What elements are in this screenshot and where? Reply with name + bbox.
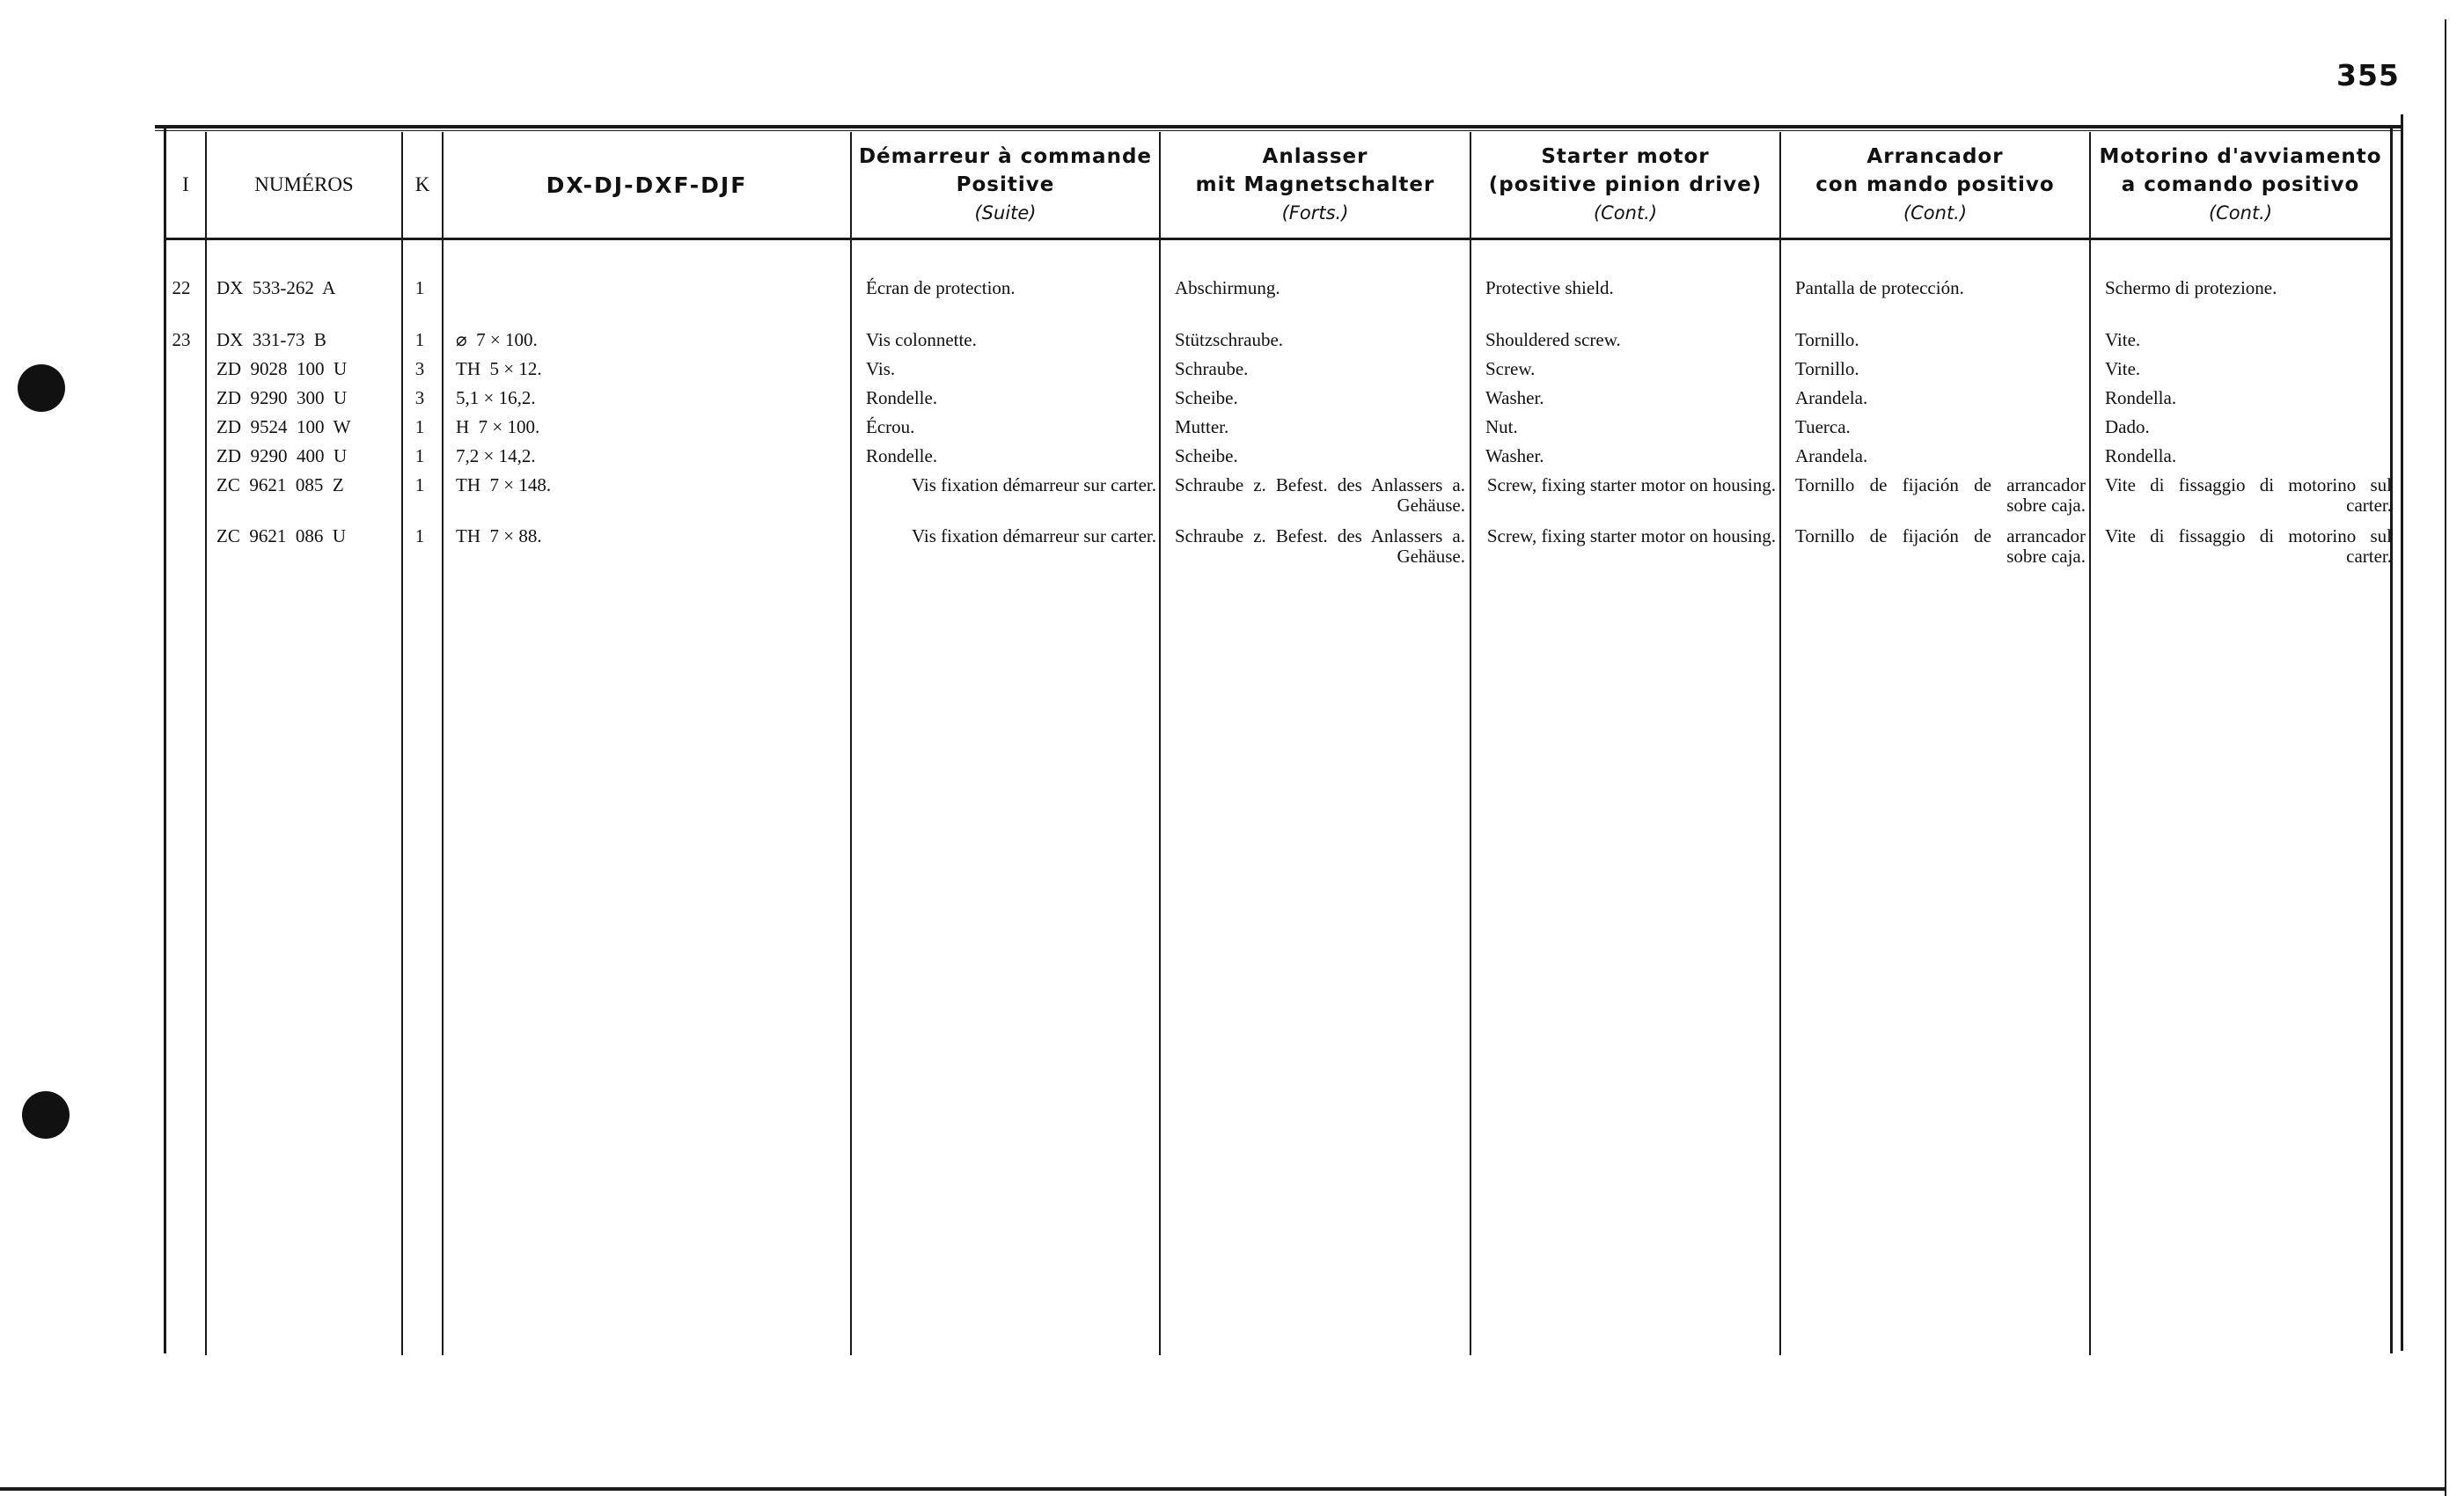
- description-french: Vis fixation démarreur sur carter.: [911, 525, 1156, 546]
- header-italian: [2091, 137, 2390, 232]
- description-english: Protective shield.: [1485, 277, 1614, 298]
- part-quantity: 1: [414, 416, 425, 437]
- description-french: Rondelle.: [866, 445, 938, 466]
- header-italian-note: (Cont.): [2208, 202, 2273, 224]
- description-spanish: Arandela.: [1795, 445, 1868, 466]
- description-french: Écrou.: [866, 416, 915, 437]
- header-english-line1: Starter motor: [1541, 145, 1710, 168]
- part-number: DX 331-73 B: [216, 329, 326, 350]
- binder-hole-bottom: [22, 1091, 70, 1139]
- header-model: DX-DJ-DXF-DJF: [546, 172, 748, 198]
- page-bottom-rule: [0, 1487, 2446, 1491]
- description-german: Stützschraube.: [1175, 329, 1284, 350]
- description-french: Vis colonnette.: [866, 329, 977, 350]
- part-quantity: 1: [414, 474, 425, 495]
- description-english: Shouldered screw.: [1485, 329, 1621, 350]
- column-divider: [1779, 132, 1781, 1355]
- part-quantity: 1: [414, 445, 425, 466]
- column-divider: [2390, 125, 2393, 1353]
- header-german: [1161, 137, 1470, 232]
- description-english: Screw.: [1485, 358, 1536, 379]
- header-spanish-line2: con mando positivo: [1815, 173, 2055, 196]
- description-english: Washer.: [1485, 445, 1544, 466]
- table-top-rule: [155, 125, 2402, 128]
- header-french-line2: Positive: [956, 173, 1055, 196]
- part-quantity: 1: [414, 329, 425, 350]
- description-italian: Dado.: [2105, 416, 2150, 437]
- column-divider: [164, 125, 166, 1353]
- header-italian-line1: Motorino d'avviamento: [2099, 145, 2382, 168]
- description-spanish: Tornillo de fijación de arrancador sobre caja.: [1795, 525, 2086, 567]
- header-spanish-line1: Arrancador: [1866, 145, 2004, 168]
- column-divider: [401, 132, 403, 1355]
- header-french-line1: Démarreur à commande: [858, 145, 1153, 168]
- description-spanish: Arandela.: [1795, 387, 1868, 408]
- description-spanish: Pantalla de protección.: [1795, 277, 1964, 298]
- description-italian: Schermo di protezione.: [2105, 277, 2277, 298]
- description-spanish: Tornillo.: [1795, 358, 1859, 379]
- description-spanish: Tornillo.: [1795, 329, 1859, 350]
- description-italian: Rondella.: [2105, 445, 2177, 466]
- description-german: Abschirmung.: [1175, 277, 1280, 298]
- binder-hole-top: [18, 364, 65, 412]
- part-number: ZD 9524 100 W: [216, 416, 351, 437]
- header-index: I: [182, 173, 189, 195]
- description-english: Screw, fixing starter motor on housing.: [1486, 474, 1776, 495]
- column-divider: [1159, 132, 1161, 1355]
- header-german-note: (Forts.): [1281, 202, 1349, 224]
- header-qty: K: [414, 173, 430, 195]
- description-german: Scheibe.: [1175, 445, 1238, 466]
- column-divider: [2089, 132, 2091, 1355]
- table-top-rule-inner: [155, 130, 2402, 131]
- description-spanish: Tornillo de fijación de arrancador sobre caja.: [1795, 474, 2086, 516]
- description-french: Écran de protection.: [866, 277, 1016, 298]
- column-divider: [205, 132, 207, 1355]
- header-english-note: (Cont.): [1593, 202, 1658, 224]
- description-french: Rondelle.: [866, 387, 938, 408]
- row-index: 22: [172, 277, 191, 298]
- part-dimensions: ⌀ 7 × 100.: [456, 329, 538, 350]
- header-spanish-note: (Cont.): [1903, 202, 1968, 224]
- description-italian: Vite di fissaggio di motorino sul carter.: [2105, 474, 2392, 516]
- description-german: Mutter.: [1175, 416, 1229, 437]
- page-edge-rule: [2445, 19, 2446, 1496]
- header-french-note: (Suite): [974, 202, 1037, 224]
- part-number: ZD 9290 300 U: [216, 387, 348, 408]
- part-quantity: 3: [414, 358, 425, 379]
- description-english: Nut.: [1485, 416, 1518, 437]
- description-german: Scheibe.: [1175, 387, 1238, 408]
- part-quantity: 1: [414, 277, 425, 298]
- header-english: [1471, 137, 1779, 232]
- header-french: [852, 137, 1159, 232]
- description-italian: Rondella.: [2105, 387, 2177, 408]
- part-number: ZC 9621 085 Z: [216, 474, 344, 495]
- page-number: 355: [2336, 58, 2400, 92]
- part-number: ZC 9621 086 U: [216, 525, 346, 546]
- description-german: Schraube.: [1175, 358, 1249, 379]
- part-dimensions: H 7 × 100.: [456, 416, 540, 437]
- part-number: DX 533-262 A: [216, 277, 336, 298]
- header-bottom-rule: [164, 238, 2390, 240]
- header-numbers: NUMÉROS: [254, 173, 354, 195]
- description-spanish: Tuerca.: [1795, 416, 1851, 437]
- column-divider: [850, 132, 852, 1355]
- description-german: Schraube z. Befest. des Anlassers a. Gehäuse.: [1175, 525, 1465, 567]
- description-french: Vis fixation démarreur sur carter.: [911, 474, 1156, 495]
- description-french: Vis.: [866, 358, 896, 379]
- part-dimensions: TH 7 × 148.: [456, 474, 552, 495]
- description-italian: Vite di fissaggio di motorino sul carter.: [2105, 525, 2392, 567]
- part-quantity: 1: [414, 525, 425, 546]
- part-number: ZD 9028 100 U: [216, 358, 348, 379]
- part-dimensions: TH 7 × 88.: [456, 525, 542, 546]
- column-divider: [1470, 132, 1471, 1355]
- description-german: Schraube z. Befest. des Anlassers a. Gehäuse.: [1175, 474, 1465, 516]
- description-english: Washer.: [1485, 387, 1544, 408]
- part-dimensions: TH 5 × 12.: [456, 358, 542, 379]
- part-dimensions: 5,1 × 16,2.: [456, 387, 536, 408]
- header-english-line2: (positive pinion drive): [1488, 173, 1763, 196]
- description-italian: Vite.: [2105, 329, 2141, 350]
- description-italian: Vite.: [2105, 358, 2141, 379]
- column-divider: [442, 132, 444, 1355]
- header-german-line2: mit Magnetschalter: [1195, 173, 1435, 196]
- part-number: ZD 9290 400 U: [216, 445, 348, 466]
- part-quantity: 3: [414, 387, 425, 408]
- header-german-line1: Anlasser: [1262, 145, 1368, 168]
- header-spanish: [1781, 137, 2089, 232]
- table-right-rule: [2401, 114, 2403, 1351]
- description-english: Screw, fixing starter motor on housing.: [1486, 525, 1776, 546]
- row-index: 23: [172, 329, 191, 350]
- header-italian-line2: a comando positivo: [2121, 173, 2360, 196]
- part-dimensions: 7,2 × 14,2.: [456, 445, 536, 466]
